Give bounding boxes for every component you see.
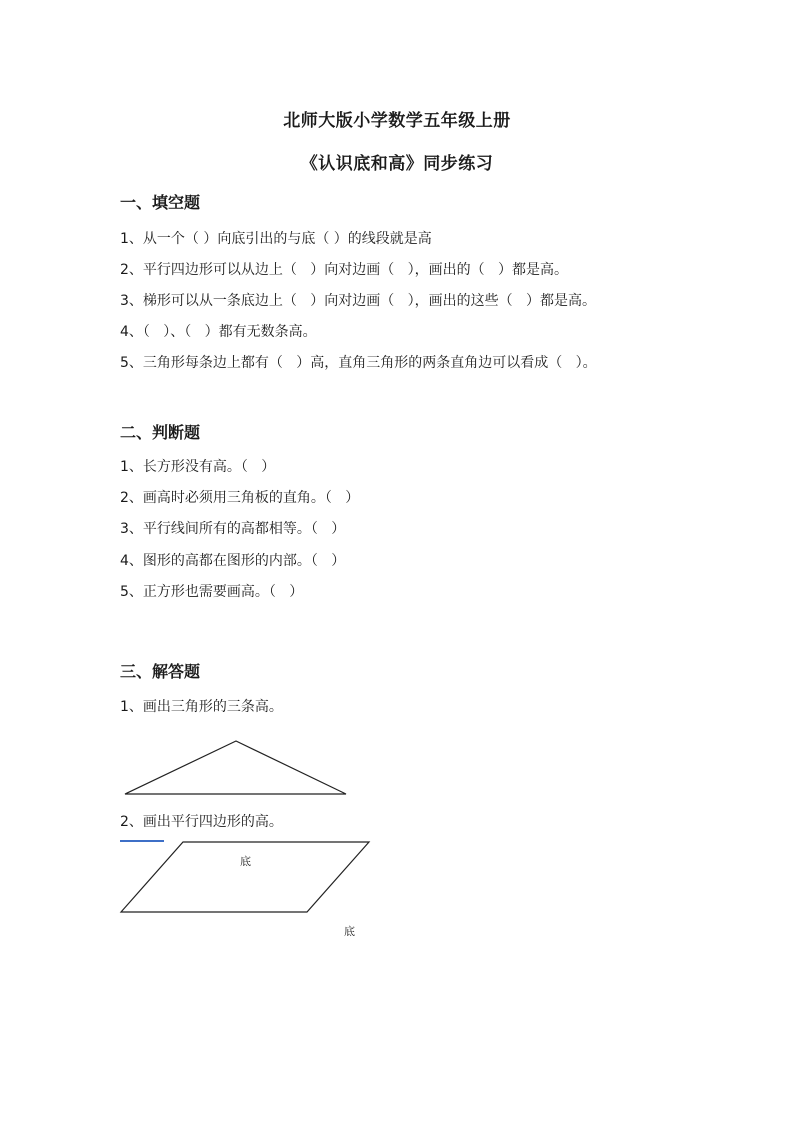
solve-question: 2、画出平行四边形的高。: [120, 814, 283, 830]
fill-blank-question: 4、（ ）、（ ）都有无数条高。: [120, 324, 317, 340]
doc-subtitle: 《认识底和高》同步练习: [300, 154, 494, 174]
solve-question: 1、画出三角形的三条高。: [120, 699, 283, 715]
fill-blank-question: 1、从一个（ ）向底引出的与底（ ）的线段就是高: [120, 231, 432, 247]
section-heading-true-false: 二、判断题: [120, 423, 201, 442]
parallelogram-figure: [118, 838, 374, 916]
true-false-question: 2、画高时必须用三角板的直角。（ ）: [120, 490, 360, 506]
fill-blank-question: 3、梯形可以从一条底边上（ ）向对边画（ ），画出的这些（ ）都是高。: [120, 293, 596, 309]
triangle-shape: [125, 741, 346, 794]
fill-blank-question: 2、平行四边形可以从边上（ ）向对边画（ ），画出的（ ）都是高。: [120, 262, 568, 278]
true-false-question: 3、平行线间所有的高都相等。（ ）: [120, 521, 346, 537]
doc-title: 北师大版小学数学五年级上册: [283, 111, 511, 131]
true-false-question: 1、长方形没有高。（ ）: [120, 459, 276, 475]
true-false-question: 4、图形的高都在图形的内部。（ ）: [120, 553, 346, 569]
section-heading-solve: 三、解答题: [120, 662, 201, 681]
fill-blank-question: 5、三角形每条边上都有（ ）高，直角三角形的两条直角边可以看成（ ）。: [120, 355, 597, 371]
base-label-bottom: 底: [344, 925, 355, 938]
base-label-top: 底: [240, 855, 251, 868]
true-false-question: 5、正方形也需要画高。（ ）: [120, 584, 304, 600]
section-heading-fill-blank: 一、填空题: [120, 193, 201, 212]
triangle-figure: [120, 736, 355, 798]
